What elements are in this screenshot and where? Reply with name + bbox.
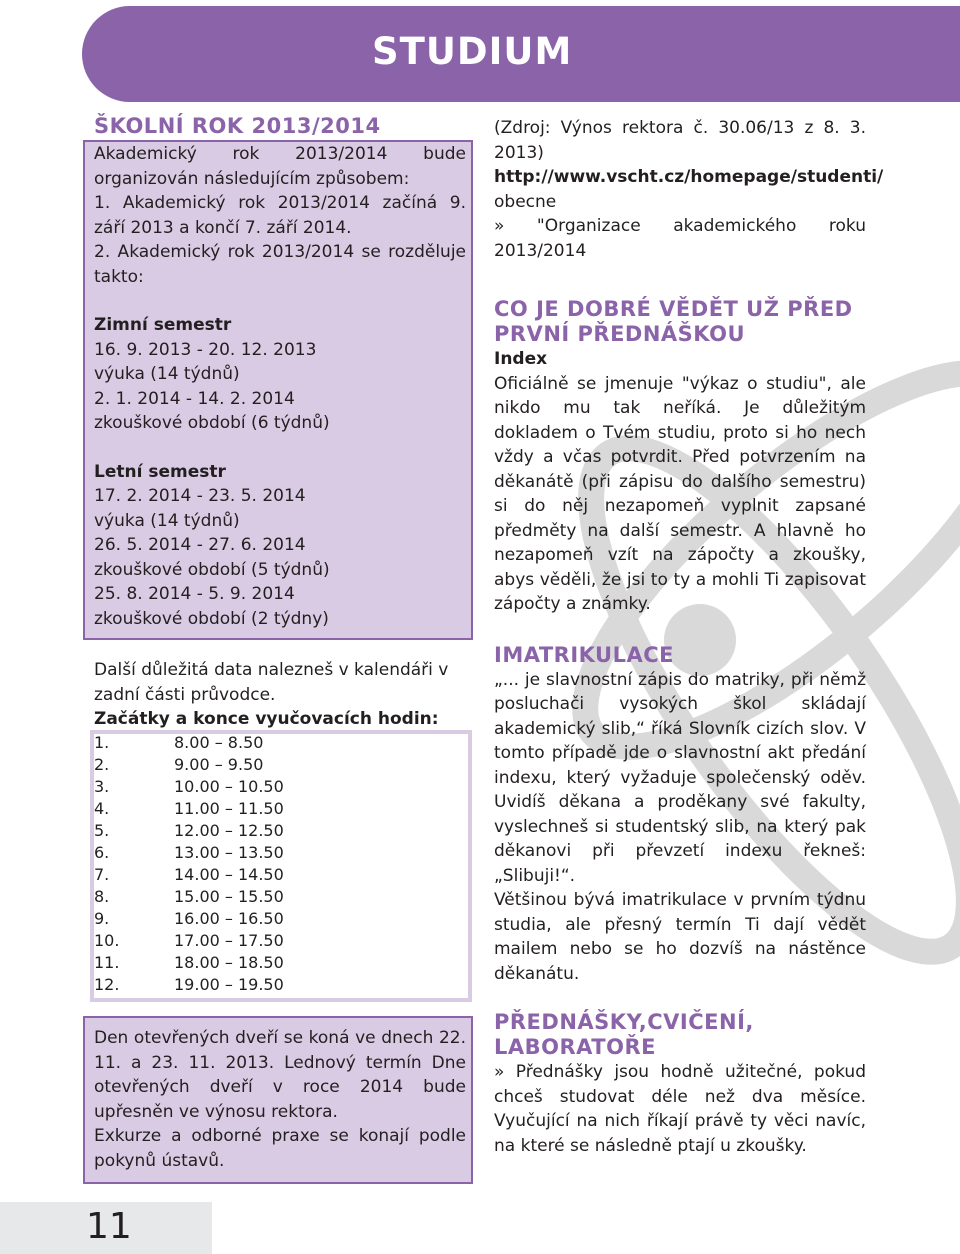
page-number: 11 — [86, 1206, 132, 1247]
hour-number: 4. — [94, 799, 110, 818]
hour-number: 8. — [94, 887, 110, 906]
lectures-heading: PŘEDNÁŠKY,CVIČENÍ, LABORATOŘE — [494, 1010, 754, 1059]
index-text: Oficiálně se jmenuje "výkaz o studiu", ale nikdo mu tak neříká. Je důležitým dokladem o Tvém studiu, proto si ho nech vždy a včas potvrdit. Před potvrzením na děkanátě (při zápisu do dalšího semestru) si do něj nezapomeň vyplnit zapsané předměty na další semestr. A hlavně ho nezapomeň vzít na zápočty a zkoušky, abys věděli, že jsi to ty a mohli Ti zapisovat zápočty a známky. — [494, 373, 866, 614]
winter-line: výuka (14 týdnů) — [94, 364, 240, 384]
open-day-content — [94, 1026, 466, 1173]
hours-row — [94, 776, 284, 798]
hours-row — [94, 820, 284, 842]
hour-time: 9.00 – 9.50 — [174, 755, 264, 774]
hour-time: 16.00 – 16.50 — [174, 909, 284, 928]
hour-number: 5. — [94, 821, 110, 840]
hour-time: 13.00 – 13.50 — [174, 843, 284, 862]
school-year-item-2: 2. Akademický rok 2013/2014 se rozděluje takto: — [94, 242, 466, 287]
hour-number: 6. — [94, 843, 110, 862]
hour-number: 3. — [94, 777, 110, 796]
source-url[interactable]: http://www.vscht.cz/homepage/studenti/ — [494, 167, 884, 187]
imatrikulace-text: „... je slavnostní zápis do matriky, při němž posluchači vysokých škol skládají akademický slib,“ říká Slovník cizích slov. V tomto případě jde o slavnostní akt předání indexu, který vyžaduje společenský oděv. Uvidíš děkana a proděkany své fakulty, vyslechneš si studentský slib, na který pak děkanovi při převzetí indexu řekneš: „Slibuji!“. — [494, 669, 866, 886]
summer-line: výuka (14 týdnů) — [94, 510, 240, 531]
calendar-note: Další důležitá data nalezneš v kalendáři v zadní části průvodce. — [94, 660, 449, 705]
hours-row — [94, 842, 284, 864]
lectures-text: » Přednášky jsou hodně užitečné, pokud chceš studovat déle než dva měsíce. Vyučující na nich říkají právě ty věci navíc, na které se následně ptají u zkoušky. — [494, 1062, 866, 1156]
hour-number: 11. — [94, 953, 120, 972]
hour-time: 14.00 – 14.50 — [174, 865, 284, 884]
hours-row — [94, 754, 284, 776]
page-title: STUDIUM — [372, 30, 573, 73]
good-to-know-heading: CO JE DOBRÉ VĚDĚT UŽ PŘED PRVNÍ PŘEDNÁŠKOU — [494, 297, 853, 346]
hours-table — [94, 732, 284, 996]
summer-semester-title: Letní semestr — [94, 461, 226, 482]
hour-number: 2. — [94, 755, 110, 774]
winter-line: 2. 1. 2014 - 14. 2. 2014 — [94, 388, 295, 409]
hours-row — [94, 908, 284, 930]
imatrikulace-heading: IMATRIKULACE — [494, 642, 674, 667]
hours-row — [94, 864, 284, 886]
summer-line: zkouškové období (5 týdnů) — [94, 559, 330, 580]
hour-number: 1. — [94, 733, 110, 752]
hour-number: 10. — [94, 931, 120, 950]
winter-line: 16. 9. 2013 - 20. 12. 2013 — [94, 339, 317, 360]
school-year-item-1: 1. Akademický rok 2013/2014 začíná 9. září 2013 a končí 7. září 2014. — [94, 193, 466, 238]
summer-line: 26. 5. 2014 - 27. 6. 2014 — [94, 535, 306, 555]
hour-number: 9. — [94, 909, 110, 928]
hour-time: 19.00 – 19.50 — [174, 975, 284, 994]
hour-time: 10.00 – 10.50 — [174, 777, 284, 796]
excursions-text: Exkurze a odborné praxe se konají podle pokynů ústavů. — [94, 1126, 466, 1171]
hours-row — [94, 974, 284, 996]
calendar-note-wrap — [94, 658, 472, 732]
hours-row — [94, 886, 284, 908]
hour-time: 17.00 – 17.50 — [174, 931, 284, 950]
imatrikulace-timing: Většinou bývá imatrikulace v prvním týdnu studia, ale přesný termín Ti dají vědět mailem nebo se ho dozvíš na nástěnce děkanátu. — [494, 890, 866, 984]
source-url-tail[interactable]: obecne — [494, 191, 557, 212]
winter-semester-title: Zimní semestr — [94, 315, 232, 335]
hour-time: 18.00 – 18.50 — [174, 953, 284, 972]
winter-line: zkouškové období (6 týdnů) — [94, 413, 330, 433]
hour-number: 12. — [94, 975, 120, 994]
school-year-heading: ŠKOLNÍ ROK 2013/2014 — [94, 114, 381, 138]
summer-line: zkouškové období (2 týdny) — [94, 608, 329, 629]
school-year-content — [94, 142, 466, 631]
hour-time: 8.00 – 8.50 — [174, 733, 264, 752]
hours-row — [94, 930, 284, 952]
source-text: (Zdroj: Výnos rektora č. 30.06/13 z 8. 3. 2013) — [494, 118, 866, 163]
school-year-heading-wrap — [94, 114, 466, 139]
index-subheading: Index — [494, 349, 548, 369]
source-link[interactable]: » "Organizace akademického roku 2013/2014 — [494, 216, 866, 261]
hours-title: Začátky a konce vyučovacích hodin: — [94, 709, 439, 729]
hours-row — [94, 732, 284, 754]
summer-line: 25. 8. 2014 - 5. 9. 2014 — [94, 584, 295, 604]
open-day-text: Den otevřených dveří se koná ve dnech 22. 11. a 23. 11. 2013. Lednový termín Dne otevřených dveří v roce 2014 bude upřesněn ve výnosu rektora. — [94, 1028, 466, 1122]
summer-line: 17. 2. 2014 - 23. 5. 2014 — [94, 486, 306, 506]
hour-time: 11.00 – 11.50 — [174, 799, 284, 818]
hour-time: 15.00 – 15.50 — [174, 887, 284, 906]
hours-row — [94, 798, 284, 820]
hours-row — [94, 952, 284, 974]
hour-number: 7. — [94, 865, 110, 884]
hour-time: 12.00 – 12.50 — [174, 821, 284, 840]
school-year-intro: Akademický rok 2013/2014 bude organizován následujícím způsobem: — [94, 144, 466, 189]
right-column — [494, 116, 884, 1158]
